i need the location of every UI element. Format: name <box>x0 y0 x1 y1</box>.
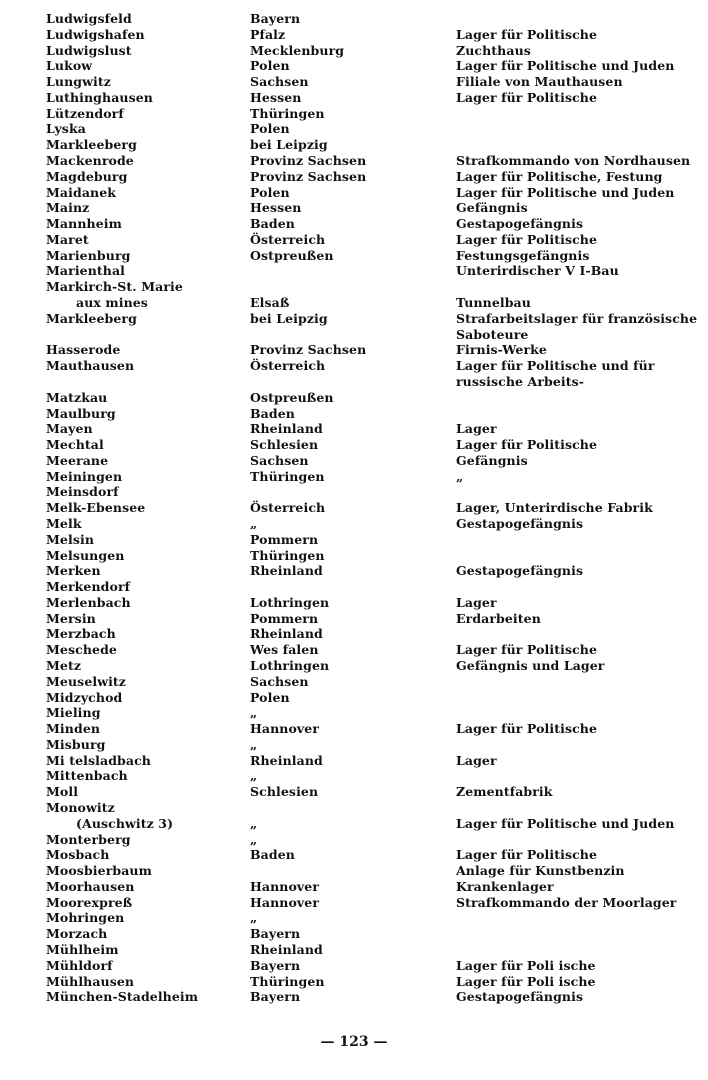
region: Hannover <box>250 721 320 737</box>
place-name: Merzbach <box>46 626 116 642</box>
place-name: Mackenrode <box>46 153 134 169</box>
camp-description: Lager für Poli ische <box>456 957 596 973</box>
place-name: Meuselwitz <box>46 673 126 689</box>
region: Baden <box>250 847 295 863</box>
list-row <box>0 453 708 469</box>
camp-description: Gefängnis und Lager <box>456 657 605 673</box>
list-row <box>0 626 708 642</box>
camp-description: Gestapogefängnis <box>456 216 584 232</box>
camp-description: Lager für Politische und für <box>456 358 655 374</box>
camp-description: Gefängnis <box>456 452 528 468</box>
list-row <box>0 879 708 895</box>
list-row <box>0 374 708 390</box>
place-name: Markirch-St. Marie <box>46 279 183 295</box>
camp-description: Strafkommando von Nordhausen <box>456 153 691 169</box>
list-row <box>0 800 708 816</box>
list-row <box>0 611 708 627</box>
place-name: Ludwigslust <box>46 42 132 58</box>
region: bei Leipzig <box>250 137 328 153</box>
region: Hannover <box>250 878 320 894</box>
camp-description: Tunnelbau <box>456 295 531 311</box>
camp-description: Firnis-Werke <box>456 342 547 358</box>
region: Rheinland <box>250 626 323 642</box>
region: Österreich <box>250 231 326 247</box>
place-name: Mosbach <box>46 847 110 863</box>
list-row <box>0 106 708 122</box>
list-row <box>0 295 708 311</box>
place-name: Mainz <box>46 200 90 216</box>
camp-description: Zuchthaus <box>456 42 531 58</box>
list-row <box>0 847 708 863</box>
list-row <box>0 753 708 769</box>
region: Sachsen <box>250 74 309 90</box>
place-name: Mersin <box>46 610 96 626</box>
list-row <box>0 327 708 343</box>
region: Bayern <box>250 926 301 942</box>
place-name: Markleeberg <box>46 310 137 326</box>
place-name: Moosbierbaum <box>46 863 152 879</box>
place-name: Merlenbach <box>46 594 131 610</box>
list-row <box>0 58 708 74</box>
list-row <box>0 974 708 990</box>
place-name: Moorexpreß <box>46 894 133 910</box>
place-name: Metz <box>46 657 82 673</box>
list-row <box>0 279 708 295</box>
list-row <box>0 768 708 784</box>
region: Hessen <box>250 89 302 105</box>
place-name: aux mines <box>76 295 148 311</box>
region: Baden <box>250 216 295 232</box>
place-name: Melk <box>46 515 82 531</box>
place-name: Marienthal <box>46 263 126 279</box>
camp-description: Unterirdischer V I-Bau <box>456 263 619 279</box>
camp-description: Saboteure <box>456 326 529 342</box>
list-row <box>0 342 708 358</box>
camp-description: Gestapogefängnis <box>456 989 584 1005</box>
list-row <box>0 248 708 264</box>
list-row <box>0 548 708 564</box>
region: „ <box>250 736 258 752</box>
page-number: — 123 — <box>320 1034 388 1050</box>
region: Österreich <box>250 358 326 374</box>
region: „ <box>250 515 258 531</box>
place-name: Mühlheim <box>46 942 119 958</box>
list-row <box>0 200 708 216</box>
camp-description: Lager für Politische <box>456 437 598 453</box>
region: Bayern <box>250 989 301 1005</box>
place-name: Mayen <box>46 421 93 437</box>
place-name: Monterberg <box>46 831 131 847</box>
region: Polen <box>250 184 290 200</box>
camp-description: Lager für Politische <box>456 26 598 42</box>
region: „ <box>250 815 258 831</box>
list-row <box>0 437 708 453</box>
place-name: Mohringen <box>46 910 125 926</box>
list-row <box>0 27 708 43</box>
list-row <box>0 816 708 832</box>
region: Pommern <box>250 610 319 626</box>
list-row <box>0 169 708 185</box>
camp-description: russische Arbeits- <box>456 373 585 389</box>
region: Wes falen <box>250 642 319 658</box>
list-row <box>0 500 708 516</box>
region: Thüringen <box>250 105 325 121</box>
place-name: Marienburg <box>46 247 131 263</box>
region: Hannover <box>250 894 320 910</box>
region: Polen <box>250 58 290 74</box>
list-row <box>0 579 708 595</box>
camp-description: Gestapogefängnis <box>456 563 584 579</box>
place-name: Midzychod <box>46 689 123 705</box>
camp-description: Zementfabrik <box>456 784 553 800</box>
region: „ <box>250 831 258 847</box>
list-row <box>0 484 708 500</box>
place-name: Maret <box>46 231 89 247</box>
region: Thüringen <box>250 468 325 484</box>
place-name: Mauthausen <box>46 358 135 374</box>
region: Hessen <box>250 200 302 216</box>
list-row <box>0 784 708 800</box>
place-name: Melsungen <box>46 547 125 563</box>
region: Polen <box>250 121 290 137</box>
list-row <box>0 390 708 406</box>
list-row <box>0 690 708 706</box>
camp-description: Gestapogefängnis <box>456 515 584 531</box>
region: Ostpreußen <box>250 247 334 263</box>
list-row <box>0 263 708 279</box>
list-row <box>0 674 708 690</box>
region: Thüringen <box>250 973 325 989</box>
camp-description: Lager für Politische <box>456 89 598 105</box>
region: Pfalz <box>250 26 286 42</box>
list-row <box>0 216 708 232</box>
place-name: Ludwigshafen <box>46 26 145 42</box>
camp-description: Lager für Politische <box>456 721 598 737</box>
place-name: Ludwigsfeld <box>46 11 132 26</box>
camp-description: Lager <box>456 421 497 437</box>
list-row <box>0 832 708 848</box>
place-name: Luthinghausen <box>46 89 153 105</box>
place-name: Meiningen <box>46 468 123 484</box>
camp-description: Lager für Politische <box>456 231 598 247</box>
list-row <box>0 910 708 926</box>
place-name: Mieling <box>46 705 101 721</box>
camp-description: Lager, Unterirdische Fabrik <box>456 500 653 516</box>
place-name: Maulburg <box>46 405 116 421</box>
list-row <box>0 232 708 248</box>
region: „ <box>250 705 258 721</box>
list-row <box>0 721 708 737</box>
list-row <box>0 642 708 658</box>
list-row <box>0 137 708 153</box>
region: Bayern <box>250 957 301 973</box>
list-row <box>0 895 708 911</box>
place-name: Morzach <box>46 926 108 942</box>
place-name: Monowitz <box>46 800 115 815</box>
list-row <box>0 705 708 721</box>
place-name: Melk-Ebensee <box>46 500 146 516</box>
place-name: Lukow <box>46 58 93 74</box>
place-name: Mannheim <box>46 216 122 232</box>
camp-description: Lager <box>456 752 497 768</box>
place-name: Minden <box>46 721 101 737</box>
region: Mecklenburg <box>250 42 345 58</box>
list-row <box>0 406 708 422</box>
region: Baden <box>250 405 295 421</box>
place-name: Misburg <box>46 736 106 752</box>
list-row <box>0 90 708 106</box>
place-name: Mittenbach <box>46 768 128 784</box>
place-name: Lyska <box>46 121 86 137</box>
camp-description: Gefängnis <box>456 200 528 216</box>
camp-description: Filiale von Mauthausen <box>456 74 623 90</box>
camp-description: Lager für Politische, Festung <box>456 168 663 184</box>
camp-description: Krankenlager <box>456 878 554 894</box>
camp-description: Lager für Politische <box>456 642 598 658</box>
list-row <box>0 926 708 942</box>
region: Thüringen <box>250 547 325 563</box>
place-name: Mi telsladbach <box>46 752 151 768</box>
region: Sachsen <box>250 452 309 468</box>
region: Polen <box>250 689 290 705</box>
list-row <box>0 43 708 59</box>
place-name: Maidanek <box>46 184 117 200</box>
region: Schlesien <box>250 437 319 453</box>
place-name: (Auschwitz 3) <box>76 815 174 831</box>
region: Provinz Sachsen <box>250 168 367 184</box>
place-name: Markleeberg <box>46 137 137 153</box>
region: bei Leipzig <box>250 310 328 326</box>
region: Österreich <box>250 500 326 516</box>
region: Ostpreußen <box>250 389 334 405</box>
list-row <box>0 421 708 437</box>
camp-description: Lager für Politische <box>456 847 598 863</box>
place-name: München-Stadelheim <box>46 989 199 1005</box>
place-name: Mühlhausen <box>46 973 135 989</box>
region: Rheinland <box>250 752 323 768</box>
camp-description: Strafkommando der Moorlager <box>456 894 677 910</box>
region: Provinz Sachsen <box>250 153 367 169</box>
place-name: Moorhausen <box>46 878 135 894</box>
camp-description: Anlage für Kunstbenzin <box>456 863 625 879</box>
place-name: Moll <box>46 784 79 800</box>
list-row <box>0 469 708 485</box>
list-row <box>0 989 708 1005</box>
region: Rheinland <box>250 942 323 958</box>
list-row <box>0 74 708 90</box>
region: Rheinland <box>250 563 323 579</box>
camp-description: Festungsgefängnis <box>456 247 590 263</box>
list-row <box>0 563 708 579</box>
list-row <box>0 121 708 137</box>
camp-description: Lager <box>456 594 497 610</box>
place-name: Meinsdorf <box>46 484 119 500</box>
camp-description: Lager für Politische und Juden <box>456 184 675 200</box>
camp-description: Erdarbeiten <box>456 610 541 626</box>
region: „ <box>250 768 258 784</box>
list-row <box>0 942 708 958</box>
place-name: Matzkau <box>46 389 108 405</box>
place-name: Merken <box>46 563 101 579</box>
region: Rheinland <box>250 421 323 437</box>
camp-description: Lager für Poli ische <box>456 973 596 989</box>
place-name: Lungwitz <box>46 74 111 90</box>
list-row <box>0 185 708 201</box>
list-row <box>0 358 708 374</box>
list-row <box>0 658 708 674</box>
place-name: Hasserode <box>46 342 121 358</box>
region: Lothringen <box>250 657 330 673</box>
region: Schlesien <box>250 784 319 800</box>
list-row <box>0 153 708 169</box>
list-row <box>0 958 708 974</box>
place-name: Melsin <box>46 531 95 547</box>
region: Sachsen <box>250 673 309 689</box>
place-name: Meerane <box>46 452 109 468</box>
list-row <box>0 11 708 27</box>
list-row <box>0 737 708 753</box>
place-name: Mechtal <box>46 437 104 453</box>
region: „ <box>250 910 258 926</box>
list-row <box>0 595 708 611</box>
region: Pommern <box>250 531 319 547</box>
region: Lothringen <box>250 594 330 610</box>
place-name: Meschede <box>46 642 117 658</box>
camp-description: Lager für Politische und Juden <box>456 58 675 74</box>
region: Bayern <box>250 11 301 26</box>
camp-description: Lager für Politische und Juden <box>456 815 675 831</box>
place-name: Merkendorf <box>46 579 131 595</box>
place-name: Mühldorf <box>46 957 113 973</box>
place-name: Lützendorf <box>46 105 124 121</box>
list-row <box>0 532 708 548</box>
list-row <box>0 863 708 879</box>
camp-description: „ <box>456 468 464 484</box>
list-row <box>0 311 708 327</box>
region: Elsaß <box>250 295 290 311</box>
camp-description: Strafarbeitslager für französische <box>456 310 698 326</box>
place-name: Magdeburg <box>46 168 128 184</box>
region: Provinz Sachsen <box>250 342 367 358</box>
list-row <box>0 516 708 532</box>
